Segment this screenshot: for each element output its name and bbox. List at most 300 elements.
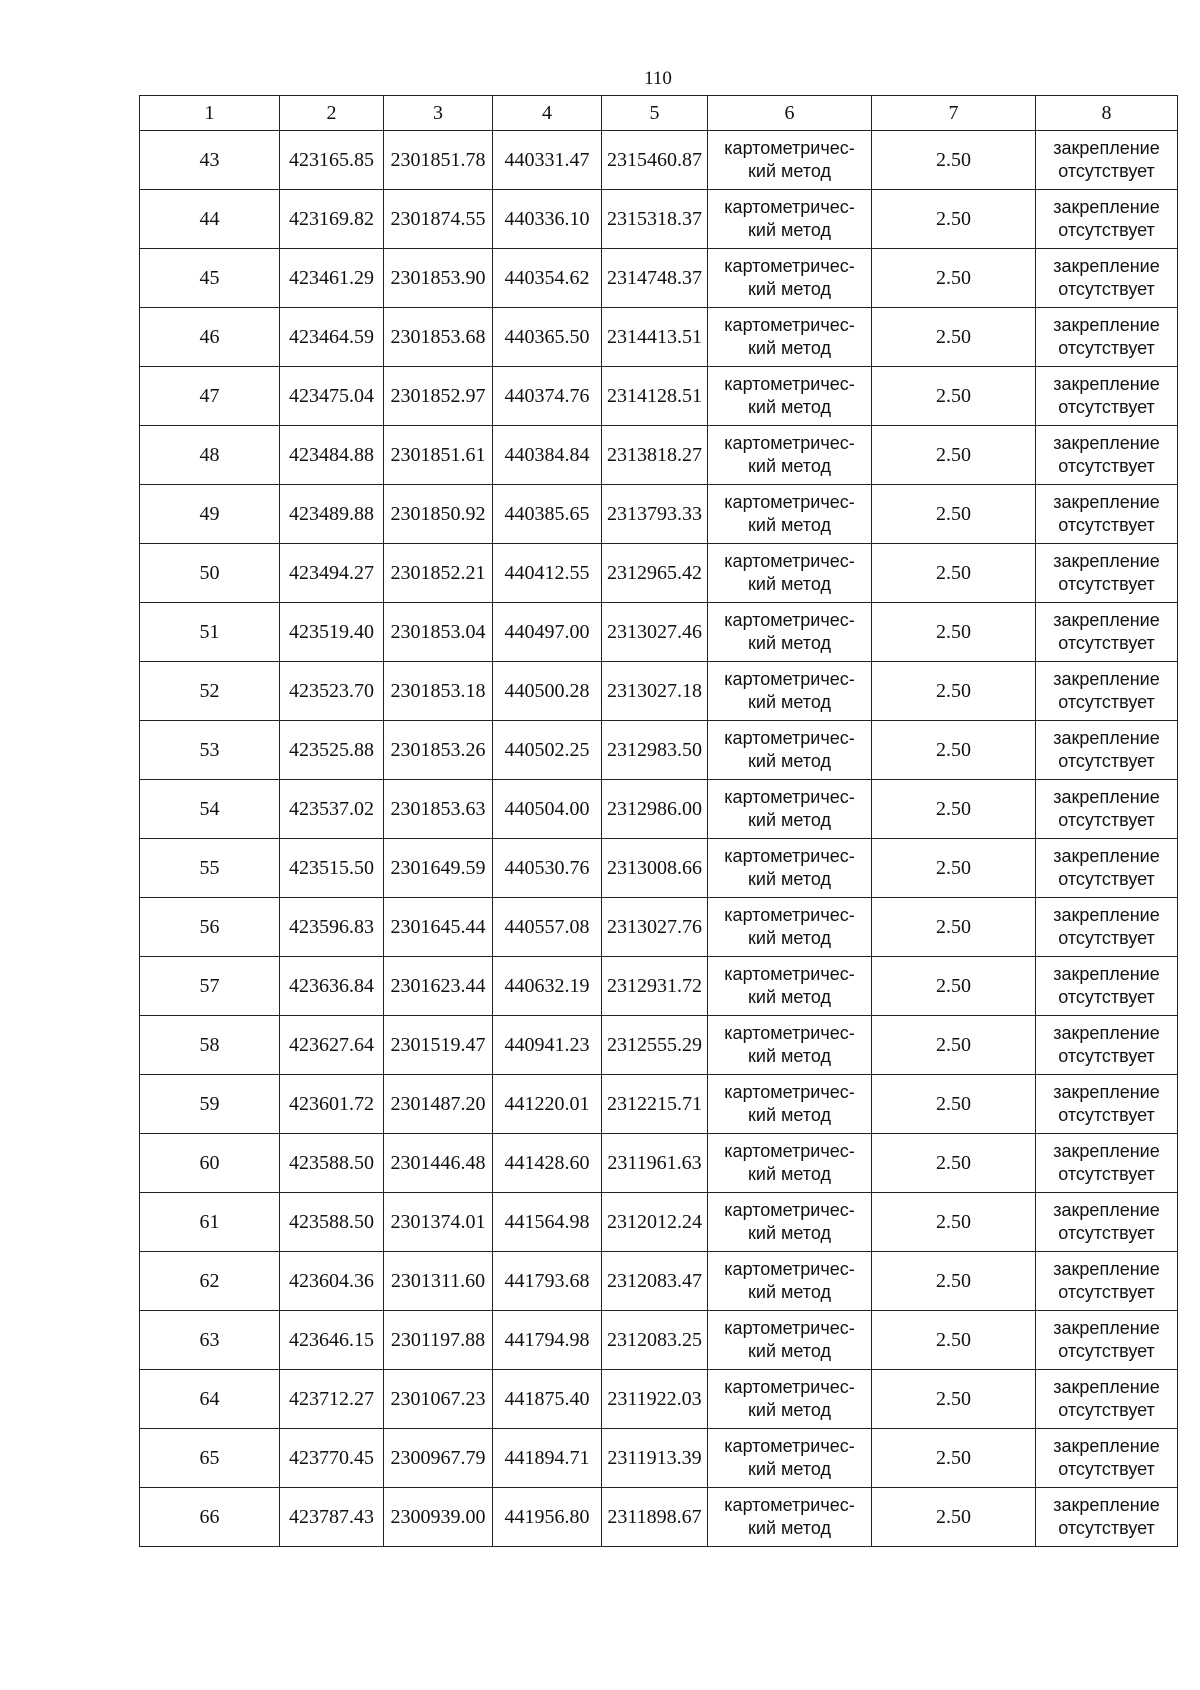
method-cell — [708, 898, 872, 957]
fixing-cell — [1036, 1311, 1178, 1370]
column-header: 1 — [140, 96, 280, 131]
table-row — [140, 1075, 1178, 1134]
method-cell-line: картометричес- — [724, 1495, 855, 1515]
fixing-cell — [1036, 544, 1178, 603]
method-cell — [708, 839, 872, 898]
method-cell — [708, 957, 872, 1016]
point-number: 55 — [140, 839, 280, 898]
coord-cell: 2301850.92 — [384, 485, 493, 544]
point-number: 51 — [140, 603, 280, 662]
fixing-cell — [1036, 839, 1178, 898]
fixing-cell — [1036, 190, 1178, 249]
method-cell-line: картометричес- — [724, 433, 855, 453]
coord-cell: 423604.36 — [280, 1252, 384, 1311]
coord-cell: 2300939.00 — [384, 1488, 493, 1547]
coord-cell: 440365.50 — [493, 308, 602, 367]
coord-cell: 2312986.00 — [602, 780, 708, 839]
point-number: 66 — [140, 1488, 280, 1547]
fixing-cell — [1036, 898, 1178, 957]
method-cell-line: картометричес- — [724, 256, 855, 276]
method-cell-line: кий метод — [748, 338, 831, 358]
method-cell-line: картометричес- — [724, 1141, 855, 1161]
coord-cell: 441894.71 — [493, 1429, 602, 1488]
accuracy-cell: 2.50 — [872, 1075, 1036, 1134]
table-row — [140, 1370, 1178, 1429]
method-cell — [708, 1193, 872, 1252]
point-number: 62 — [140, 1252, 280, 1311]
method-cell — [708, 190, 872, 249]
column-header: 7 — [872, 96, 1036, 131]
column-header: 6 — [708, 96, 872, 131]
header-row — [140, 96, 1178, 131]
fixing-cell-line: закрепление — [1053, 492, 1160, 512]
fixing-cell-line: отсутствует — [1058, 1282, 1155, 1302]
fixing-cell — [1036, 1429, 1178, 1488]
coord-cell: 2314413.51 — [602, 308, 708, 367]
coord-cell: 441793.68 — [493, 1252, 602, 1311]
point-number: 52 — [140, 662, 280, 721]
coord-cell: 423627.64 — [280, 1016, 384, 1075]
coord-cell: 2312083.47 — [602, 1252, 708, 1311]
coord-cell: 2312555.29 — [602, 1016, 708, 1075]
method-cell-line: кий метод — [748, 810, 831, 830]
method-cell-line: кий метод — [748, 1518, 831, 1538]
fixing-cell-line: закрепление — [1053, 787, 1160, 807]
coord-cell: 2312012.24 — [602, 1193, 708, 1252]
method-cell-line: картометричес- — [724, 315, 855, 335]
coord-cell: 2313027.46 — [602, 603, 708, 662]
coord-cell: 2311922.03 — [602, 1370, 708, 1429]
method-cell-line: кий метод — [748, 751, 831, 771]
fixing-cell-line: отсутствует — [1058, 456, 1155, 476]
fixing-cell — [1036, 426, 1178, 485]
fixing-cell-line: отсутствует — [1058, 1223, 1155, 1243]
column-header: 5 — [602, 96, 708, 131]
fixing-cell-line: отсутствует — [1058, 1400, 1155, 1420]
table-row — [140, 721, 1178, 780]
fixing-cell-line: закрепление — [1053, 1495, 1160, 1515]
method-cell-line: картометричес- — [724, 1436, 855, 1456]
fixing-cell-line: отсутствует — [1058, 338, 1155, 358]
table-body — [140, 131, 1178, 1547]
accuracy-cell: 2.50 — [872, 308, 1036, 367]
method-cell — [708, 1370, 872, 1429]
accuracy-cell: 2.50 — [872, 1311, 1036, 1370]
coord-cell: 423494.27 — [280, 544, 384, 603]
point-number: 61 — [140, 1193, 280, 1252]
fixing-cell-line: отсутствует — [1058, 220, 1155, 240]
fixing-cell-line: отсутствует — [1058, 161, 1155, 181]
method-cell — [708, 721, 872, 780]
method-cell-line: кий метод — [748, 220, 831, 240]
method-cell-line: кий метод — [748, 1341, 831, 1361]
coord-cell: 440632.19 — [493, 957, 602, 1016]
fixing-cell — [1036, 367, 1178, 426]
fixing-cell-line: закрепление — [1053, 1141, 1160, 1161]
method-cell-line: кий метод — [748, 1223, 831, 1243]
method-cell-line: картометричес- — [724, 138, 855, 158]
table-row — [140, 1193, 1178, 1252]
fixing-cell-line: закрепление — [1053, 1082, 1160, 1102]
method-cell — [708, 131, 872, 190]
method-cell — [708, 1016, 872, 1075]
fixing-cell — [1036, 780, 1178, 839]
method-cell — [708, 485, 872, 544]
method-cell-line: картометричес- — [724, 1200, 855, 1220]
coord-cell: 2301851.61 — [384, 426, 493, 485]
fixing-cell-line: отсутствует — [1058, 279, 1155, 299]
point-number: 48 — [140, 426, 280, 485]
method-cell — [708, 662, 872, 721]
fixing-cell-line: отсутствует — [1058, 810, 1155, 830]
accuracy-cell: 2.50 — [872, 485, 1036, 544]
coord-cell: 2301853.68 — [384, 308, 493, 367]
coord-cell: 2301853.04 — [384, 603, 493, 662]
table-header — [140, 96, 1178, 131]
coord-cell: 2313008.66 — [602, 839, 708, 898]
table-row — [140, 662, 1178, 721]
point-number: 49 — [140, 485, 280, 544]
coord-cell: 440500.28 — [493, 662, 602, 721]
fixing-cell-line: закрепление — [1053, 964, 1160, 984]
point-number: 57 — [140, 957, 280, 1016]
accuracy-cell: 2.50 — [872, 367, 1036, 426]
coord-cell: 2311898.67 — [602, 1488, 708, 1547]
fixing-cell-line: закрепление — [1053, 256, 1160, 276]
coord-cell: 441564.98 — [493, 1193, 602, 1252]
coord-cell: 441794.98 — [493, 1311, 602, 1370]
column-header: 3 — [384, 96, 493, 131]
coord-cell: 423712.27 — [280, 1370, 384, 1429]
coord-cell: 2313027.18 — [602, 662, 708, 721]
coord-cell: 423525.88 — [280, 721, 384, 780]
fixing-cell-line: отсутствует — [1058, 1105, 1155, 1125]
method-cell-line: кий метод — [748, 1400, 831, 1420]
table-row — [140, 1252, 1178, 1311]
method-cell-line: картометричес- — [724, 905, 855, 925]
method-cell — [708, 308, 872, 367]
method-cell-line: кий метод — [748, 987, 831, 1007]
coord-cell: 441956.80 — [493, 1488, 602, 1547]
method-cell-line: картометричес- — [724, 728, 855, 748]
method-cell-line: картометричес- — [724, 787, 855, 807]
method-cell — [708, 1134, 872, 1193]
coord-cell: 2301851.78 — [384, 131, 493, 190]
fixing-cell — [1036, 1488, 1178, 1547]
accuracy-cell: 2.50 — [872, 249, 1036, 308]
fixing-cell-line: закрепление — [1053, 1200, 1160, 1220]
fixing-cell-line: закрепление — [1053, 374, 1160, 394]
table-row — [140, 957, 1178, 1016]
point-number: 56 — [140, 898, 280, 957]
table-row — [140, 544, 1178, 603]
coord-cell: 2301852.97 — [384, 367, 493, 426]
table-row — [140, 1488, 1178, 1547]
fixing-cell — [1036, 1134, 1178, 1193]
coord-cell: 2313027.76 — [602, 898, 708, 957]
accuracy-cell: 2.50 — [872, 898, 1036, 957]
coord-cell: 423588.50 — [280, 1134, 384, 1193]
coord-cell: 440331.47 — [493, 131, 602, 190]
point-number: 64 — [140, 1370, 280, 1429]
coord-cell: 423787.43 — [280, 1488, 384, 1547]
fixing-cell-line: отсутствует — [1058, 633, 1155, 653]
coord-cell: 441875.40 — [493, 1370, 602, 1429]
method-cell-line: кий метод — [748, 1105, 831, 1125]
coord-cell: 440504.00 — [493, 780, 602, 839]
page-number: 110 — [644, 68, 672, 89]
method-cell — [708, 780, 872, 839]
coord-cell: 423519.40 — [280, 603, 384, 662]
coord-cell: 440354.62 — [493, 249, 602, 308]
table-row — [140, 308, 1178, 367]
coord-cell: 2301446.48 — [384, 1134, 493, 1193]
method-cell-line: кий метод — [748, 515, 831, 535]
point-number: 47 — [140, 367, 280, 426]
method-cell — [708, 1075, 872, 1134]
coord-cell: 2313818.27 — [602, 426, 708, 485]
point-number: 46 — [140, 308, 280, 367]
table-row — [140, 1429, 1178, 1488]
coord-cell: 423484.88 — [280, 426, 384, 485]
coord-cell: 423461.29 — [280, 249, 384, 308]
fixing-cell — [1036, 662, 1178, 721]
method-cell — [708, 249, 872, 308]
fixing-cell — [1036, 1075, 1178, 1134]
fixing-cell — [1036, 957, 1178, 1016]
method-cell-line: кий метод — [748, 161, 831, 181]
coord-cell: 423464.59 — [280, 308, 384, 367]
fixing-cell — [1036, 1016, 1178, 1075]
method-cell-line: картометричес- — [724, 1377, 855, 1397]
coord-cell: 423475.04 — [280, 367, 384, 426]
fixing-cell-line: отсутствует — [1058, 692, 1155, 712]
fixing-cell — [1036, 249, 1178, 308]
method-cell-line: кий метод — [748, 279, 831, 299]
method-cell-line: кий метод — [748, 1046, 831, 1066]
accuracy-cell: 2.50 — [872, 544, 1036, 603]
coord-cell: 440502.25 — [493, 721, 602, 780]
fixing-cell-line: закрепление — [1053, 1377, 1160, 1397]
coord-cell: 2315460.87 — [602, 131, 708, 190]
coord-cell: 2301487.20 — [384, 1075, 493, 1134]
fixing-cell-line: отсутствует — [1058, 928, 1155, 948]
point-number: 59 — [140, 1075, 280, 1134]
method-cell — [708, 367, 872, 426]
method-cell-line: картометричес- — [724, 492, 855, 512]
fixing-cell-line: отсутствует — [1058, 515, 1155, 535]
coord-cell: 2314128.51 — [602, 367, 708, 426]
fixing-cell-line: отсутствует — [1058, 987, 1155, 1007]
accuracy-cell: 2.50 — [872, 1134, 1036, 1193]
fixing-cell-line: закрепление — [1053, 551, 1160, 571]
accuracy-cell: 2.50 — [872, 1488, 1036, 1547]
fixing-cell-line: закрепление — [1053, 728, 1160, 748]
method-cell-line: кий метод — [748, 928, 831, 948]
method-cell-line: кий метод — [748, 1164, 831, 1184]
accuracy-cell: 2.50 — [872, 662, 1036, 721]
accuracy-cell: 2.50 — [872, 1016, 1036, 1075]
point-number: 54 — [140, 780, 280, 839]
coord-cell: 2301649.59 — [384, 839, 493, 898]
coord-cell: 2300967.79 — [384, 1429, 493, 1488]
coord-cell: 2301519.47 — [384, 1016, 493, 1075]
table-row — [140, 1311, 1178, 1370]
table-row — [140, 367, 1178, 426]
coord-cell: 2301853.26 — [384, 721, 493, 780]
method-cell-line: кий метод — [748, 1459, 831, 1479]
coord-cell: 2301645.44 — [384, 898, 493, 957]
method-cell-line: кий метод — [748, 574, 831, 594]
table-row — [140, 249, 1178, 308]
fixing-cell-line: отсутствует — [1058, 1046, 1155, 1066]
fixing-cell-line: закрепление — [1053, 138, 1160, 158]
point-number: 43 — [140, 131, 280, 190]
method-cell — [708, 1252, 872, 1311]
coord-cell: 423588.50 — [280, 1193, 384, 1252]
coord-cell: 2312931.72 — [602, 957, 708, 1016]
accuracy-cell: 2.50 — [872, 1252, 1036, 1311]
accuracy-cell: 2.50 — [872, 839, 1036, 898]
fixing-cell-line: отсутствует — [1058, 397, 1155, 417]
method-cell — [708, 603, 872, 662]
coord-cell: 441220.01 — [493, 1075, 602, 1134]
accuracy-cell: 2.50 — [872, 131, 1036, 190]
fixing-cell-line: закрепление — [1053, 197, 1160, 217]
coord-cell: 2311913.39 — [602, 1429, 708, 1488]
fixing-cell — [1036, 1370, 1178, 1429]
method-cell-line: картометричес- — [724, 669, 855, 689]
method-cell-line: картометричес- — [724, 964, 855, 984]
fixing-cell-line: закрепление — [1053, 610, 1160, 630]
fixing-cell-line: закрепление — [1053, 669, 1160, 689]
method-cell-line: картометричес- — [724, 1318, 855, 1338]
table-row — [140, 131, 1178, 190]
coord-cell: 423489.88 — [280, 485, 384, 544]
method-cell — [708, 1311, 872, 1370]
accuracy-cell: 2.50 — [872, 426, 1036, 485]
method-cell-line: картометричес- — [724, 610, 855, 630]
coord-cell: 423596.83 — [280, 898, 384, 957]
fixing-cell — [1036, 308, 1178, 367]
table-row — [140, 780, 1178, 839]
fixing-cell — [1036, 1252, 1178, 1311]
coord-cell: 423165.85 — [280, 131, 384, 190]
fixing-cell-line: закрепление — [1053, 905, 1160, 925]
fixing-cell-line: закрепление — [1053, 433, 1160, 453]
fixing-cell-line: отсутствует — [1058, 751, 1155, 771]
column-header: 4 — [493, 96, 602, 131]
table-row — [140, 426, 1178, 485]
coord-cell: 2315318.37 — [602, 190, 708, 249]
point-number: 58 — [140, 1016, 280, 1075]
coord-cell: 2311961.63 — [602, 1134, 708, 1193]
point-number: 65 — [140, 1429, 280, 1488]
coord-cell: 2314748.37 — [602, 249, 708, 308]
coord-cell: 2301067.23 — [384, 1370, 493, 1429]
coord-cell: 423636.84 — [280, 957, 384, 1016]
coord-cell: 2301853.90 — [384, 249, 493, 308]
fixing-cell-line: отсутствует — [1058, 1518, 1155, 1538]
accuracy-cell: 2.50 — [872, 603, 1036, 662]
fixing-cell — [1036, 1193, 1178, 1252]
method-cell-line: кий метод — [748, 397, 831, 417]
table-row — [140, 839, 1178, 898]
coord-cell: 423537.02 — [280, 780, 384, 839]
table-row — [140, 603, 1178, 662]
fixing-cell-line: закрепление — [1053, 1259, 1160, 1279]
coord-cell: 440557.08 — [493, 898, 602, 957]
point-number: 60 — [140, 1134, 280, 1193]
fixing-cell-line: закрепление — [1053, 315, 1160, 335]
method-cell — [708, 544, 872, 603]
method-cell-line: картометричес- — [724, 374, 855, 394]
method-cell-line: кий метод — [748, 1282, 831, 1302]
coord-cell: 2313793.33 — [602, 485, 708, 544]
point-number: 50 — [140, 544, 280, 603]
point-number: 45 — [140, 249, 280, 308]
coord-cell: 2301197.88 — [384, 1311, 493, 1370]
fixing-cell — [1036, 721, 1178, 780]
accuracy-cell: 2.50 — [872, 190, 1036, 249]
coord-cell: 2301853.63 — [384, 780, 493, 839]
coord-cell: 2301874.55 — [384, 190, 493, 249]
point-number: 44 — [140, 190, 280, 249]
coord-cell: 2301853.18 — [384, 662, 493, 721]
coord-cell: 423169.82 — [280, 190, 384, 249]
method-cell — [708, 426, 872, 485]
table-row — [140, 1016, 1178, 1075]
method-cell-line: картометричес- — [724, 1023, 855, 1043]
fixing-cell — [1036, 485, 1178, 544]
coord-cell: 2312215.71 — [602, 1075, 708, 1134]
accuracy-cell: 2.50 — [872, 957, 1036, 1016]
fixing-cell-line: отсутствует — [1058, 1341, 1155, 1361]
table-row — [140, 1134, 1178, 1193]
method-cell — [708, 1488, 872, 1547]
method-cell-line: картометричес- — [724, 846, 855, 866]
accuracy-cell: 2.50 — [872, 1193, 1036, 1252]
method-cell-line: кий метод — [748, 869, 831, 889]
table-row — [140, 898, 1178, 957]
coord-cell: 423523.70 — [280, 662, 384, 721]
coord-cell: 2312983.50 — [602, 721, 708, 780]
fixing-cell-line: отсутствует — [1058, 1459, 1155, 1479]
coord-cell: 440412.55 — [493, 544, 602, 603]
coord-cell: 423601.72 — [280, 1075, 384, 1134]
accuracy-cell: 2.50 — [872, 1429, 1036, 1488]
method-cell — [708, 1429, 872, 1488]
coord-cell: 440336.10 — [493, 190, 602, 249]
method-cell-line: кий метод — [748, 456, 831, 476]
coordinates-table — [139, 95, 1178, 1547]
coord-cell: 440384.84 — [493, 426, 602, 485]
coord-cell: 2301623.44 — [384, 957, 493, 1016]
coord-cell: 440497.00 — [493, 603, 602, 662]
method-cell-line: картометричес- — [724, 197, 855, 217]
fixing-cell-line: закрепление — [1053, 1436, 1160, 1456]
point-number: 53 — [140, 721, 280, 780]
accuracy-cell: 2.50 — [872, 1370, 1036, 1429]
point-number: 63 — [140, 1311, 280, 1370]
fixing-cell-line: закрепление — [1053, 846, 1160, 866]
column-header: 8 — [1036, 96, 1178, 131]
fixing-cell-line: закрепление — [1053, 1023, 1160, 1043]
coord-cell: 2301852.21 — [384, 544, 493, 603]
coord-cell: 440374.76 — [493, 367, 602, 426]
fixing-cell-line: отсутствует — [1058, 574, 1155, 594]
method-cell-line: картометричес- — [724, 1259, 855, 1279]
